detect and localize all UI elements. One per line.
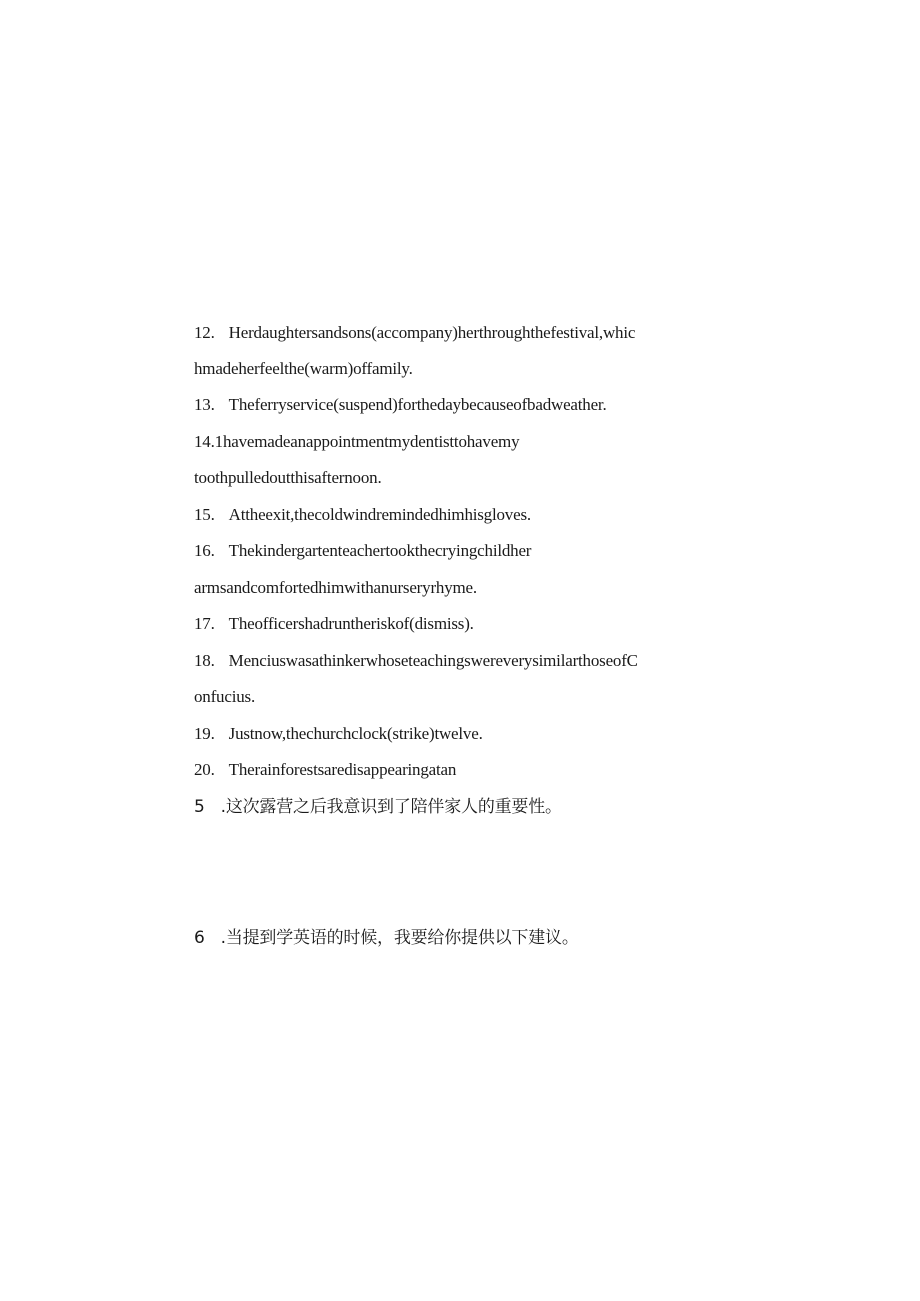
exercise-17-line-1 — [194, 613, 474, 635]
exercise-text: Attheexit,thecoldwindremindedhimhisgloves. — [228, 505, 531, 524]
exercise-text: hmadeherfeelthe(warm)offamily. — [194, 359, 413, 378]
exercise-19-line-1 — [194, 723, 483, 745]
exercise-text: MenciuswasathinkerwhoseteachingswereverysimilarthoseofC — [228, 651, 638, 670]
exercise-number: 20. — [194, 760, 215, 779]
translation-5 — [194, 796, 562, 818]
exercise-text: Theferryservice(suspend)forthedaybecauseofbadweather. — [228, 395, 607, 414]
exercise-number: 15. — [194, 505, 215, 524]
exercise-number: 17. — [194, 614, 215, 633]
exercise-16-line-2 — [194, 577, 477, 599]
exercise-text: Thekindergartenteachertookthecryingchildher — [228, 541, 532, 560]
exercise-12-line-2 — [194, 358, 413, 380]
exercise-13-line-1 — [194, 394, 607, 416]
exercise-text: Theofficershadruntheriskof(dismiss). — [228, 614, 474, 633]
exercise-12-line-1 — [194, 322, 635, 344]
exercise-14-line-1 — [194, 431, 519, 453]
exercise-15-line-1 — [194, 504, 531, 526]
translation-text: .当提到学英语的时候，我要给你提供以下建议。 — [220, 928, 579, 948]
exercise-number: 16. — [194, 541, 215, 560]
exercise-18-line-2 — [194, 686, 255, 708]
exercise-text: 14.1havemadeanappointmentmydentisttohavemy — [194, 432, 520, 451]
exercise-number: 19. — [194, 724, 215, 743]
translation-number: 5 — [194, 797, 205, 817]
exercise-16-line-1 — [194, 540, 531, 562]
exercise-number: 12. — [194, 323, 215, 342]
exercise-number: 13. — [194, 395, 215, 414]
exercise-text: armsandcomfortedhimwithanurseryrhyme. — [194, 578, 477, 597]
exercise-text: Therainforestsaredisappearingatan — [228, 760, 457, 779]
translation-text: .这次露营之后我意识到了陪伴家人的重要性。 — [220, 797, 562, 817]
exercise-18-line-1 — [194, 650, 638, 672]
exercise-text: onfucius. — [194, 687, 255, 706]
exercise-text: Justnow,thechurchclock(strike)twelve. — [228, 724, 483, 743]
exercise-text: toothpulledoutthisafternoon. — [194, 468, 382, 487]
translation-6 — [194, 927, 579, 949]
exercise-text: Herdaughtersandsons(accompany)herthroughthefestival,whic — [228, 323, 636, 342]
exercise-20-line-1 — [194, 759, 456, 781]
exercise-14-line-2 — [194, 467, 382, 489]
exercise-number: 18. — [194, 651, 215, 670]
translation-number: 6 — [194, 928, 205, 948]
